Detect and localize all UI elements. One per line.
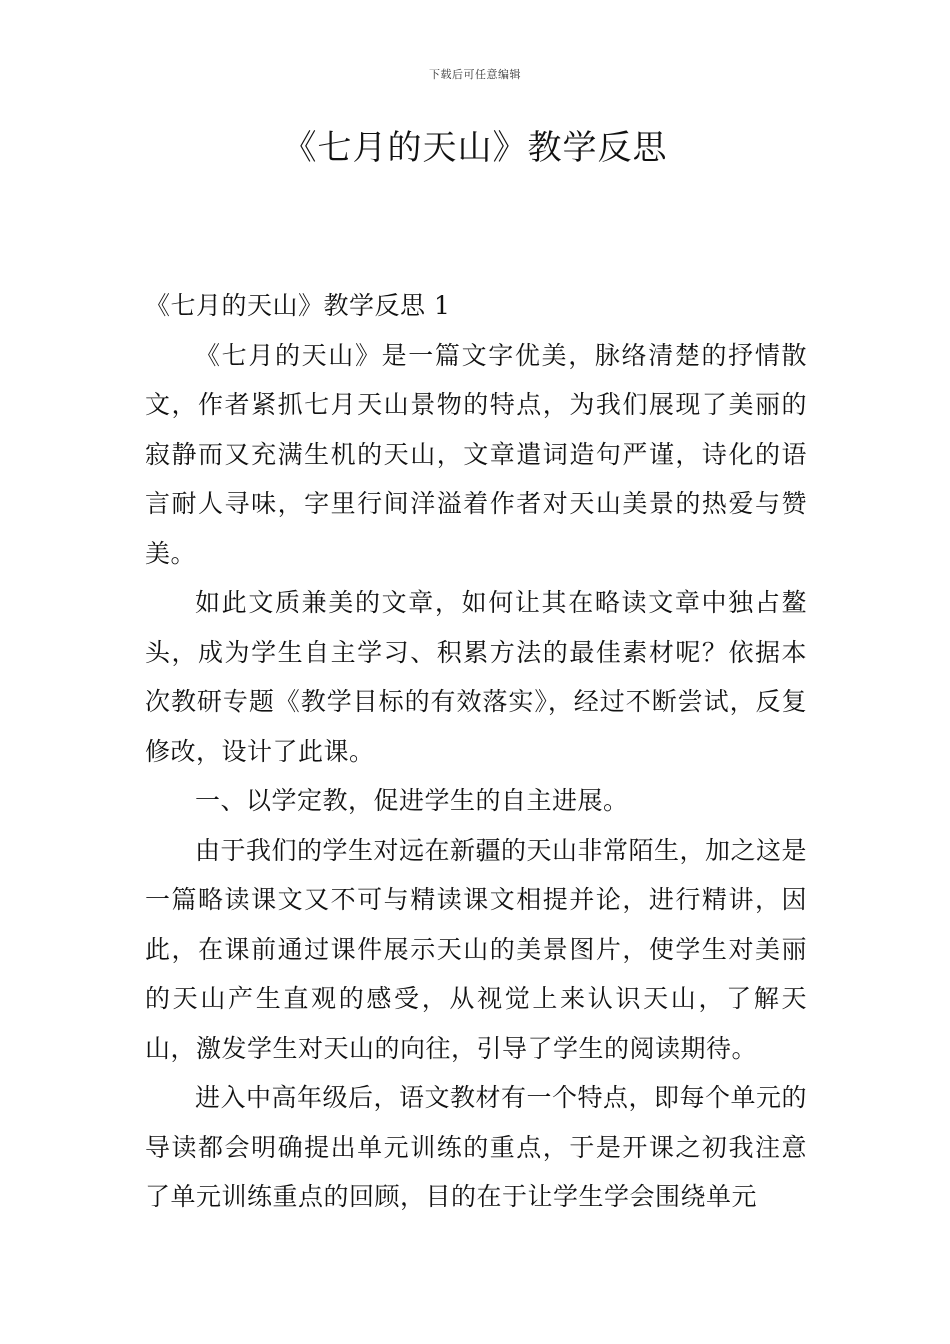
paragraph-4: 进入中高年级后，语文教材有一个特点，即每个单元的导读都会明确提出单元训练的重点，于是开课之初我注意了单元训练重点的回顾，目的在于让学生学会围绕单元 [145, 1083, 808, 1211]
paragraph-2: 如此文质兼美的文章，如何让其在略读文章中独占鳌头，成为学生自主学习、积累方法的最佳素材呢？依据本次教研专题《教学目标的有效落实》，经过不断尝试，反复修改，设计了此课。 [145, 588, 807, 766]
section-heading-1: 一、以学定教，促进学生的自主进展。 [195, 786, 629, 815]
document-body [145, 281, 807, 1222]
document-title: 《七月的天山》教学反思 [282, 128, 668, 168]
header-note: 下载后可任意编辑 [429, 68, 521, 81]
section-subheading: 《七月的天山》教学反思 1 [145, 291, 451, 320]
paragraph-3: 由于我们的学生对远在新疆的天山非常陌生，加之这是一篇略读课文又不可与精读课文相提并论，进行精讲，因此，在课前通过课件展示天山的美景图片，使学生对美丽的天山产生直观的感受，从视觉上来认识天山，了解天山，激发学生对天山的向往，引导了学生的阅读期待。 [145, 835, 808, 1063]
paragraph-1: 《七月的天山》是一篇文字优美，脉络清楚的抒情散文，作者紧抓七月天山景物的特点，为我们展现了美丽的寂静而又充满生机的天山，文章遣词造句严谨，诗化的语言耐人寻味，字里行间洋溢着作者对天山美景的热爱与赞美。 [145, 340, 807, 568]
